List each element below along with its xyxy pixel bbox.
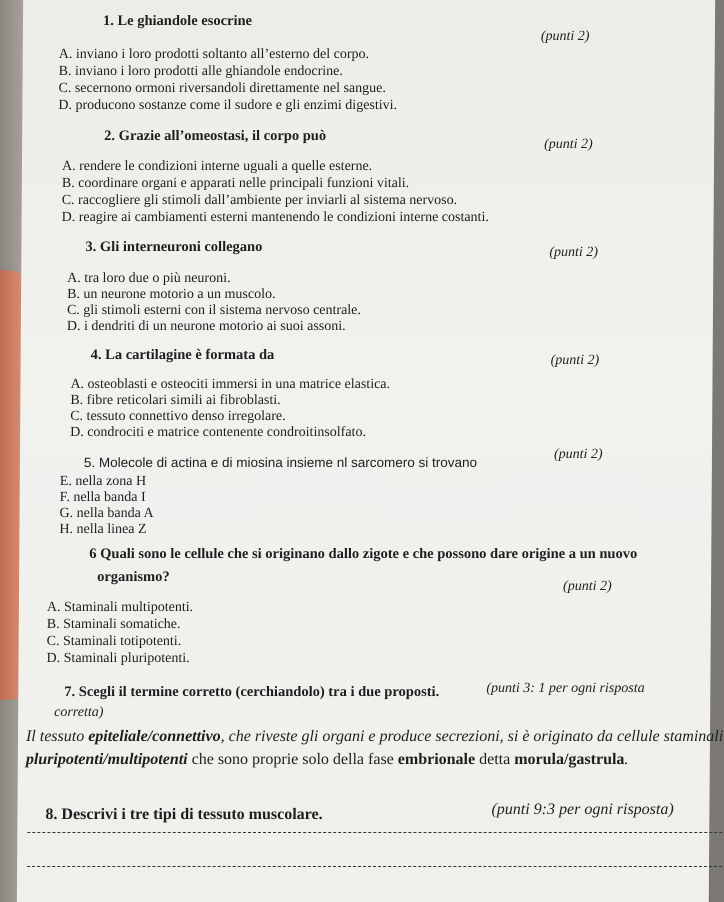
question-1-option-a[interactable]: A. inviano i loro prodotti soltanto all’esterno del corpo.: [58, 47, 370, 62]
question-2-option-a[interactable]: A. rendere le condizioni interne uguali a quelle esterne.: [61, 159, 373, 174]
question-5-points: (punti 2): [553, 447, 603, 462]
question-1-option-d[interactable]: D. producono sostanze come il sudore e gli enzimi digestivi.: [58, 98, 398, 113]
question-2-option-b[interactable]: B. coordinare organi e apparati nelle principali funzioni vitali.: [61, 176, 410, 191]
question-1-option-c[interactable]: C. secernono ormoni riversandoli direttamente nel sangue.: [58, 81, 386, 96]
question-3-points: (punti 2): [549, 245, 599, 260]
question-7-sentence-1: [26, 728, 723, 745]
question-4-option-c[interactable]: C. tessuto connettivo denso irregolare.: [70, 409, 286, 424]
term-choice-pluripotenti-multipotenti[interactable]: pluripotenti/multipotenti: [25, 751, 188, 768]
term-embrionale: embrionale: [397, 751, 476, 768]
term-choice-epiteliale-connettivo[interactable]: epiteliale/connettivo: [88, 728, 221, 745]
question-6-option-d[interactable]: D. Staminali pluripotenti.: [46, 651, 190, 666]
question-1-title: 1. Le ghiandole esocrine: [102, 13, 253, 29]
sentence-1-text-start: Il tessuto: [25, 728, 89, 745]
answer-line-1[interactable]: [27, 832, 724, 833]
question-5-option-g[interactable]: G. nella banda A: [59, 506, 154, 521]
question-5-option-f[interactable]: F. nella banda I: [59, 490, 146, 505]
question-3-option-c[interactable]: C. gli stimoli esterni con il sistema nervoso centrale.: [66, 303, 361, 318]
question-2-option-c[interactable]: C. raccogliere gli stimoli dall’ambiente per inviarli al sistema nervoso.: [61, 193, 458, 208]
question-6-option-b[interactable]: B. Staminali somatiche.: [46, 617, 181, 632]
question-3-title: 3. Gli interneuroni collegano: [85, 239, 263, 255]
question-7-points: (punti 3: 1 per ogni risposta: [486, 681, 645, 696]
question-6-option-a[interactable]: A. Staminali multipotenti.: [46, 600, 194, 615]
question-5-option-h[interactable]: H. nella linea Z: [59, 522, 147, 537]
sentence-2-text-middle: che sono proprie solo della fase: [187, 751, 398, 768]
question-6-option-c[interactable]: C. Staminali totipotenti.: [46, 634, 182, 649]
sentence-2-period: .: [624, 751, 629, 768]
question-4-option-a[interactable]: A. osteoblasti e osteociti immersi in una matrice elastica.: [70, 377, 391, 392]
exam-sheet: [17, 0, 724, 902]
question-1-points: (punti 2): [540, 29, 590, 44]
question-4-points: (punti 2): [550, 353, 600, 368]
question-8-points: (punti 9:3 per ogni risposta): [491, 801, 674, 818]
question-2-title: 2. Grazie all’omeostasi, il corpo può: [104, 128, 327, 144]
question-6-points: (punti 2): [563, 579, 612, 594]
question-4-option-b[interactable]: B. fibre reticolari simili ai fibroblasti.: [70, 393, 281, 408]
question-3-option-a[interactable]: A. tra loro due o più neuroni.: [67, 271, 231, 286]
question-4-option-d[interactable]: D. condrociti e matrice contenente condroitinsolfato.: [70, 425, 367, 440]
question-7-points-continued: corretta): [54, 705, 104, 720]
question-6-title: 6 Quali sono le cellule che si originano dallo zigote e che possono dare origine a un nuovo: [89, 546, 638, 562]
question-8-title: 8. Descrivi i tre tipi di tessuto muscolare.: [45, 806, 323, 823]
term-choice-morula-gastrula[interactable]: morula/gastrula: [514, 751, 625, 768]
question-5-option-e[interactable]: E. nella zona H: [59, 474, 147, 489]
answer-line-2[interactable]: [27, 866, 724, 867]
question-3-option-d[interactable]: D. i dendriti di un neurone motorio ai suoi assoni.: [66, 319, 346, 334]
sentence-2-text-detta: detta: [475, 751, 515, 768]
question-7-title: 7. Scegli il termine corretto (cerchiandolo) tra i due proposti.: [64, 684, 440, 700]
question-5-title: 5. Molecole di actina e di miosina insieme nl sarcomero si trovano: [83, 455, 478, 470]
question-7-sentence-2: [26, 751, 629, 768]
question-6-title-continued: organismo?: [97, 569, 170, 585]
question-2-option-d[interactable]: D. reagire ai cambiamenti esterni mantenendo le condizioni interne costanti.: [61, 210, 489, 225]
question-4-title: 4. La cartilagine è formata da: [90, 347, 275, 363]
question-1-option-b[interactable]: B. inviano i loro prodotti alle ghiandole endocrine.: [58, 64, 343, 79]
sentence-1-text-end: , che riveste gli organi e produce secrezioni, si è originato da cellule staminali: [220, 728, 724, 745]
question-3-option-b[interactable]: B. un neurone motorio a un muscolo.: [67, 287, 276, 302]
question-2-points: (punti 2): [544, 137, 593, 152]
